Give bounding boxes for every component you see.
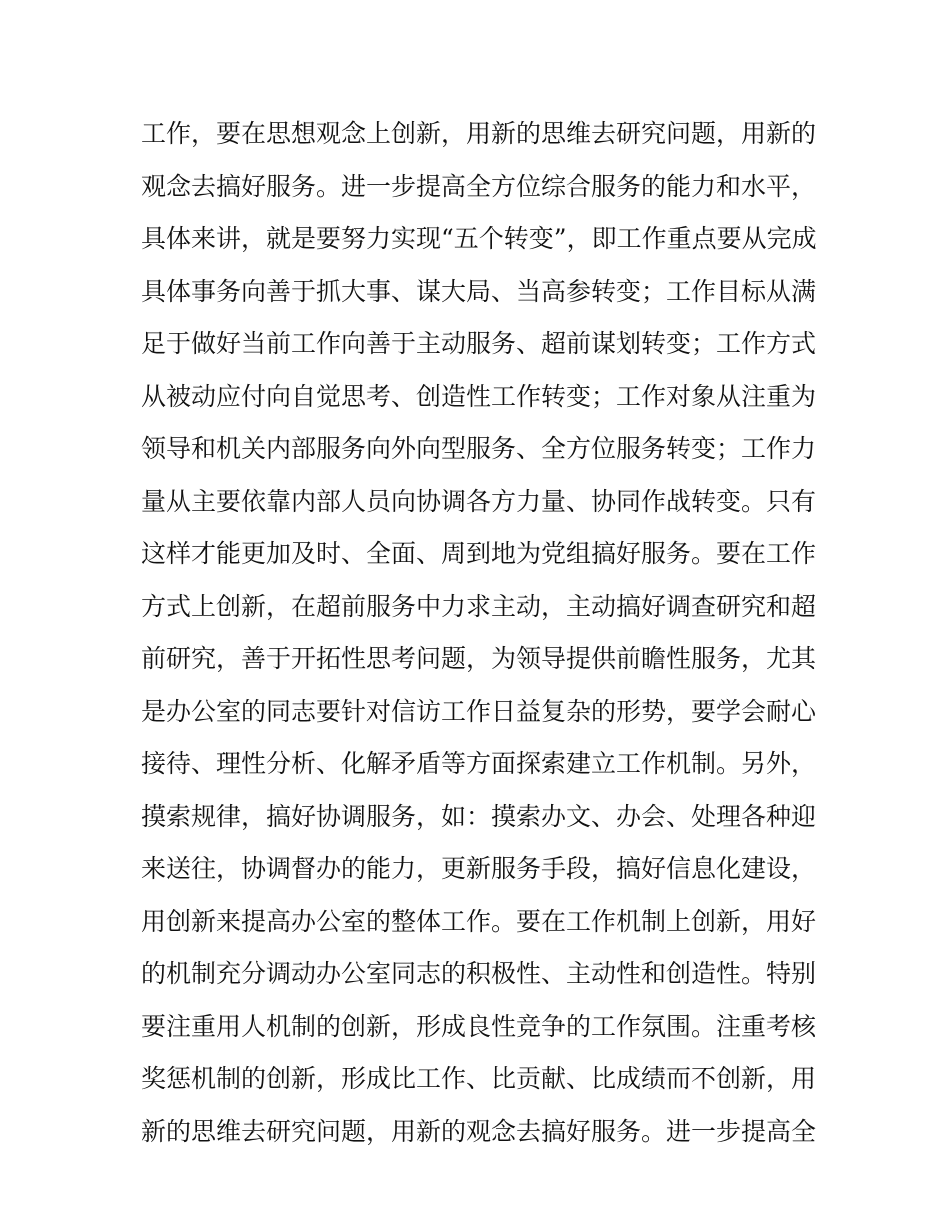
text-line: 领导和机关内部服务向外向型服务、全方位服务转变；工作力 <box>141 434 817 463</box>
body-paragraph <box>141 108 821 1158</box>
text-line: 要注重用人机制的创新，形成良性竞争的工作氛围。注重考核 <box>141 1011 817 1041</box>
text-line: 的机制充分调动办公室同志的积极性、主动性和创造性。特别 <box>141 959 817 988</box>
text-line: 工作，要在思想观念上创新，用新的思维去研究问题，用新的 <box>141 119 817 148</box>
text-line: 这样才能更加及时、全面、周到地为党组搞好服务。要在工作 <box>141 539 817 568</box>
text-line: 观念去搞好服务。进一步提高全方位综合服务的能力和水平， <box>141 171 817 201</box>
text-line: 从被动应付向自觉思考、创造性工作转变；工作对象从注重为 <box>141 381 817 411</box>
text-line: 前研究，善于开拓性思考问题，为领导提供前瞻性服务，尤其 <box>141 644 817 673</box>
text-line: 用创新来提高办公室的整体工作。要在工作机制上创新，用好 <box>141 906 817 936</box>
text-line: 是办公室的同志要针对信访工作日益复杂的形势，要学会耐心 <box>141 696 817 726</box>
text-line: 奖惩机制的创新，形成比工作、比贡献、比成绩而不创新，用 <box>141 1064 817 1093</box>
text-line: 具体来讲，就是要努力实现“五个转变”，即工作重点要从完成 <box>141 224 817 253</box>
text-line: 新的思维去研究问题，用新的观念去搞好服务。进一步提高全 <box>141 1116 817 1146</box>
text-line: 来送往，协调督办的能力，更新服务手段，搞好信息化建设， <box>141 854 817 883</box>
text-line: 摸索规律，搞好协调服务，如：摸索办文、办会、处理各种迎 <box>141 801 817 831</box>
text-line: 接待、理性分析、化解矛盾等方面探索建立工作机制。另外， <box>141 749 817 778</box>
text-line: 具体事务向善于抓大事、谋大局、当高参转变；工作目标从满 <box>141 276 817 306</box>
text-line: 方式上创新，在超前服务中力求主动，主动搞好调查研究和超 <box>141 591 817 621</box>
text-line: 足于做好当前工作向善于主动服务、超前谋划转变；工作方式 <box>141 329 817 358</box>
text-line: 量从主要依靠内部人员向协调各方力量、协同作战转变。只有 <box>141 486 817 516</box>
